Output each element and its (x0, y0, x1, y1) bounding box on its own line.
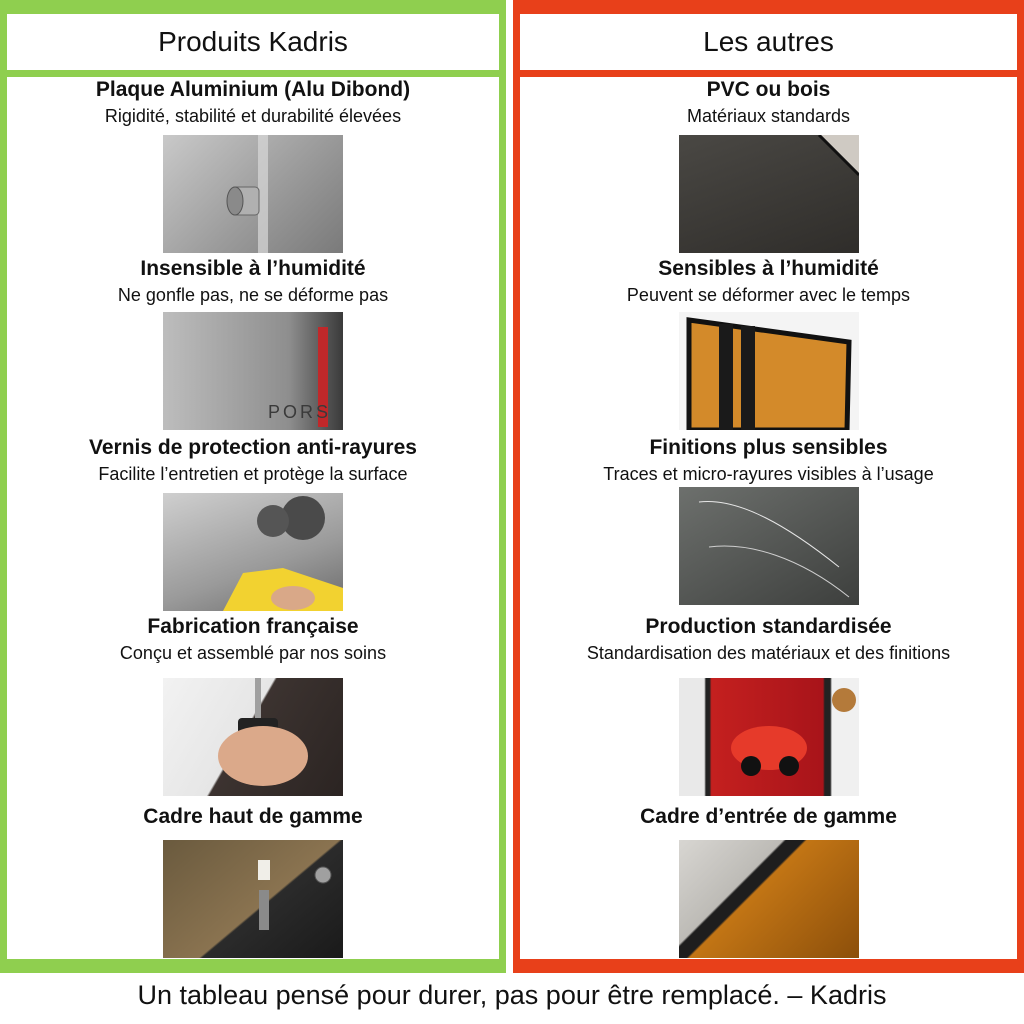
item-subtitle: Facilite l’entretien et protège la surface (98, 464, 408, 484)
item-subtitle: Conçu et assemblé par nos soins (119, 643, 387, 663)
cheap-frame-image (679, 840, 859, 958)
item-title: PVC ou bois (706, 78, 831, 101)
others-column (513, 0, 1024, 973)
item-subtitle: Standardisation des matériaux et des finitions (586, 643, 951, 663)
item-title: Sensibles à l’humidité (658, 257, 879, 280)
item-title: Insensible à l’humidité (140, 257, 366, 280)
item-title: Cadre d’entrée de gamme (640, 805, 897, 828)
wet-plate-image (163, 312, 343, 430)
others-header: Les autres (520, 14, 1017, 70)
item-subtitle: Rigidité, stabilité et durabilité élevées (104, 106, 402, 126)
kadris-header: Produits Kadris (7, 14, 499, 70)
kadris-item-aluminium (7, 77, 499, 129)
kadris-column (0, 0, 506, 973)
others-item-humidity (520, 256, 1017, 308)
pvc-board-image (679, 135, 859, 253)
others-item-finish (520, 435, 1017, 487)
item-subtitle: Traces et micro-rayures visibles à l’usage (603, 464, 934, 484)
svg-text:PORS: PORS (268, 402, 332, 422)
item-title: Finitions plus sensibles (649, 436, 888, 459)
assembly-image (163, 678, 343, 796)
item-subtitle: Ne gonfle pas, ne se déforme pas (117, 285, 389, 305)
cleaning-image (163, 493, 343, 611)
item-title: Vernis de protection anti-rayures (89, 436, 417, 459)
f1-frame-image (679, 678, 859, 796)
item-subtitle: Matériaux standards (686, 106, 851, 126)
others-column-body (520, 77, 1017, 959)
kadris-column-body (7, 77, 499, 959)
item-title: Cadre haut de gamme (143, 805, 363, 828)
item-title: Plaque Aluminium (Alu Dibond) (95, 78, 411, 101)
aluminium-plate-image (163, 135, 343, 253)
kadris-item-france (7, 614, 499, 666)
item-title: Production standardisée (645, 615, 892, 638)
others-item-frame (520, 804, 1017, 830)
item-title: Fabrication française (147, 615, 359, 638)
kadris-item-varnish (7, 435, 499, 487)
kadris-item-humidity (7, 256, 499, 308)
others-item-pvc (520, 77, 1017, 129)
footer-tagline: Un tableau pensé pour durer, pas pour être remplacé. – Kadris (137, 980, 887, 1010)
premium-frame-image (163, 840, 343, 958)
scratched-surface-image (679, 487, 859, 605)
item-subtitle: Peuvent se déformer avec le temps (626, 285, 911, 305)
kadris-item-frame (7, 804, 499, 830)
warped-poster-image (679, 312, 859, 430)
others-item-standard (520, 614, 1017, 666)
